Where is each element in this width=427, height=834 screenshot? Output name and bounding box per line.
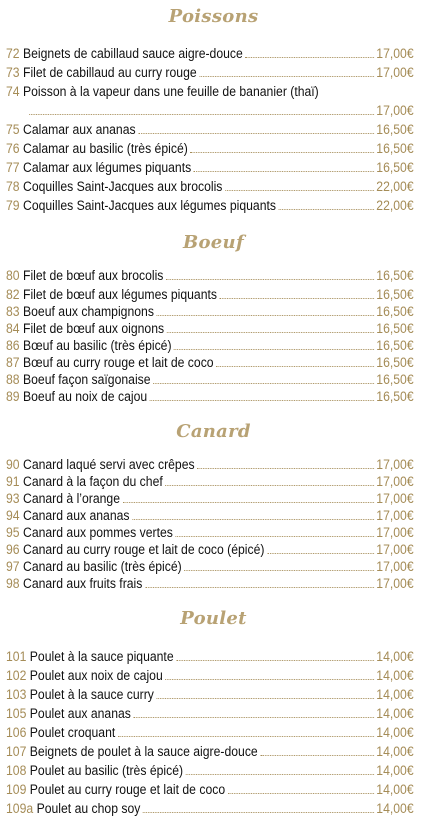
leader-dots (167, 332, 374, 333)
item-name: Poisson à la vapeur dans une feuille de bananier (thaï) (23, 84, 319, 100)
item-name: Poulet aux noix de cajou (29, 668, 163, 684)
item-name: Canard à la façon du chef (23, 474, 163, 490)
menu-item (6, 179, 414, 196)
item-number: 72 (6, 46, 20, 62)
item-name: Poulet à la sauce curry (29, 687, 154, 703)
menu-item (6, 801, 414, 818)
menu-item (6, 198, 414, 215)
leader-dots (132, 519, 374, 520)
menu-item (6, 287, 414, 304)
item-name: Canard aux fruits frais (23, 576, 143, 592)
item-name: Poulet aux ananas (29, 706, 131, 722)
item-name: Beignets de cabillaud sauce aigre-douce (23, 46, 243, 62)
menu-item (6, 355, 414, 372)
item-number: 73 (6, 65, 20, 81)
item-price: 17,00€ (376, 103, 414, 119)
item-price: 16,50€ (376, 389, 414, 405)
item-number: 87 (6, 355, 20, 371)
item-number: 80 (6, 268, 20, 284)
item-number: 108 (6, 763, 27, 779)
menu-item (6, 160, 414, 177)
leader-dots (267, 553, 374, 554)
leader-dots (176, 660, 374, 661)
item-name: Canard aux pommes vertes (23, 525, 173, 541)
item-price: 16,50€ (376, 122, 414, 138)
item-price: 17,00€ (376, 474, 414, 490)
menu-item (6, 668, 414, 685)
menu-item (6, 122, 414, 139)
item-number: 94 (6, 508, 20, 524)
item-number: 84 (6, 321, 20, 337)
menu-item (6, 268, 414, 285)
item-number: 106 (6, 725, 27, 741)
item-name: Canard au curry rouge et lait de coco (épicé) (23, 542, 265, 558)
leader-dots (29, 114, 374, 115)
item-number: 76 (6, 141, 20, 157)
item-price: 17,00€ (376, 559, 414, 575)
item-name: Bœuf au curry rouge et lait de coco (23, 355, 214, 371)
item-number: 96 (6, 542, 20, 558)
leader-dots (118, 736, 374, 737)
section-title-poissons: Poissons (168, 6, 259, 27)
item-price: 17,00€ (376, 457, 414, 473)
menu-item (6, 457, 414, 474)
item-name: Filet de bœuf aux oignons (23, 321, 165, 337)
item-name: Boeuf façon saïgonaise (23, 372, 151, 388)
item-price: 16,50€ (376, 355, 414, 371)
menu-item (6, 763, 414, 780)
menu-item (6, 321, 414, 338)
menu-item-continuation (6, 103, 414, 120)
item-name: Boeuf aux champignons (23, 304, 154, 320)
item-name: Calamar aux légumes piquants (23, 160, 192, 176)
item-price: 14,00€ (376, 763, 414, 779)
leader-dots (194, 171, 374, 172)
leader-dots (174, 349, 374, 350)
menu-item (6, 141, 414, 158)
item-price: 17,00€ (376, 576, 414, 592)
item-number: 109 (6, 782, 27, 798)
item-price: 22,00€ (376, 179, 414, 195)
item-name: Calamar aux ananas (23, 122, 136, 138)
leader-dots (145, 587, 374, 588)
item-price: 14,00€ (376, 687, 414, 703)
item-name: Poulet au curry rouge et lait de coco (29, 782, 226, 798)
item-name: Canard aux ananas (23, 508, 130, 524)
section-title-poulet: Poulet (180, 608, 247, 629)
item-number: 90 (6, 457, 20, 473)
item-price: 17,00€ (376, 525, 414, 541)
menu-item (6, 725, 414, 742)
item-name: Filet de bœuf aux légumes piquants (23, 287, 217, 303)
leader-dots (228, 793, 374, 794)
leader-dots (123, 502, 374, 503)
item-price: 16,50€ (376, 304, 414, 320)
item-number: 98 (6, 576, 20, 592)
menu-item (6, 687, 414, 704)
item-number: 109a (6, 801, 34, 817)
item-number: 101 (6, 649, 27, 665)
leader-dots (153, 383, 374, 384)
item-price: 16,50€ (376, 160, 414, 176)
leader-dots (184, 570, 373, 571)
leader-dots (197, 468, 374, 469)
item-number: 91 (6, 474, 20, 490)
item-number: 82 (6, 287, 20, 303)
leader-dots (186, 774, 374, 775)
leader-dots (190, 152, 373, 153)
leader-dots (175, 536, 373, 537)
menu-item (6, 576, 414, 593)
item-name: Coquilles Saint-Jacques aux légumes piquants (23, 198, 276, 214)
menu-item (6, 542, 414, 559)
menu-item (6, 491, 414, 508)
leader-dots (245, 57, 373, 58)
item-price: 17,00€ (376, 46, 414, 62)
section-title-canard: Canard (176, 421, 251, 442)
item-name: Filet de bœuf aux brocolis (23, 268, 164, 284)
item-number: 74 (6, 84, 20, 100)
item-price: 17,00€ (376, 491, 414, 507)
item-name: Poulet au basilic (très épicé) (29, 763, 184, 779)
menu-item (6, 389, 414, 406)
menu-item (6, 525, 414, 542)
menu-item (6, 508, 414, 525)
section-title-boeuf: Boeuf (182, 232, 244, 253)
leader-dots (133, 717, 373, 718)
leader-dots (143, 812, 374, 813)
item-price: 16,50€ (376, 321, 414, 337)
item-number: 86 (6, 338, 20, 354)
leader-dots (165, 679, 373, 680)
leader-dots (220, 298, 374, 299)
menu-item (6, 706, 414, 723)
menu-item (6, 84, 414, 101)
item-number: 78 (6, 179, 20, 195)
item-price: 16,50€ (376, 268, 414, 284)
item-price: 14,00€ (376, 744, 414, 760)
item-number: 89 (6, 389, 20, 405)
item-price: 14,00€ (376, 801, 414, 817)
item-name: Poulet croquant (29, 725, 116, 741)
item-price: 17,00€ (376, 65, 414, 81)
leader-dots (165, 485, 373, 486)
leader-dots (260, 755, 373, 756)
item-number: 97 (6, 559, 20, 575)
item-number: 93 (6, 491, 20, 507)
menu-item (6, 474, 414, 491)
item-number: 88 (6, 372, 20, 388)
menu-item (6, 782, 414, 799)
item-number: 105 (6, 706, 27, 722)
item-price: 16,50€ (376, 141, 414, 157)
item-name: Boeuf au noix de cajou (23, 389, 148, 405)
item-name: Filet de cabillaud au curry rouge (23, 65, 197, 81)
item-number: 75 (6, 122, 20, 138)
leader-dots (150, 400, 374, 401)
menu-item (6, 46, 414, 63)
leader-dots (157, 698, 374, 699)
menu-item (6, 744, 414, 761)
menu-item (6, 649, 414, 666)
leader-dots (138, 133, 374, 134)
item-number: 77 (6, 160, 20, 176)
menu-item (6, 338, 414, 355)
item-price: 14,00€ (376, 706, 414, 722)
leader-dots (157, 315, 374, 316)
item-name: Calamar au basilic (très épicé) (23, 141, 188, 157)
leader-dots (216, 366, 374, 367)
item-number: 103 (6, 687, 27, 703)
item-name: Beignets de poulet à la sauce aigre-douce (29, 744, 258, 760)
leader-dots (166, 279, 374, 280)
item-price: 22,00€ (376, 198, 414, 214)
item-number: 79 (6, 198, 20, 214)
item-price: 16,50€ (376, 338, 414, 354)
item-name: Coquilles Saint-Jacques aux brocolis (23, 179, 223, 195)
item-price: 14,00€ (376, 725, 414, 741)
item-name: Bœuf au basilic (très épicé) (23, 338, 172, 354)
item-name: Poulet à la sauce piquante (29, 649, 174, 665)
item-number: 102 (6, 668, 27, 684)
item-price: 14,00€ (376, 668, 414, 684)
leader-dots (279, 209, 374, 210)
item-price: 17,00€ (376, 508, 414, 524)
item-price: 14,00€ (376, 649, 414, 665)
item-price: 16,50€ (376, 287, 414, 303)
item-price: 14,00€ (376, 782, 414, 798)
item-name: Poulet au chop soy (36, 801, 141, 817)
item-name: Canard laqué servi avec crêpes (23, 457, 195, 473)
menu-item (6, 559, 414, 576)
item-number: 83 (6, 304, 20, 320)
menu-item (6, 304, 414, 321)
item-name: Canard au basilic (très épicé) (23, 559, 182, 575)
item-number: 95 (6, 525, 20, 541)
item-number: 107 (6, 744, 27, 760)
leader-dots (199, 76, 374, 77)
menu-item (6, 372, 414, 389)
item-name: Canard à l’orange (23, 491, 121, 507)
item-price: 17,00€ (376, 542, 414, 558)
menu-item (6, 65, 414, 82)
item-price: 16,50€ (376, 372, 414, 388)
leader-dots (225, 190, 374, 191)
